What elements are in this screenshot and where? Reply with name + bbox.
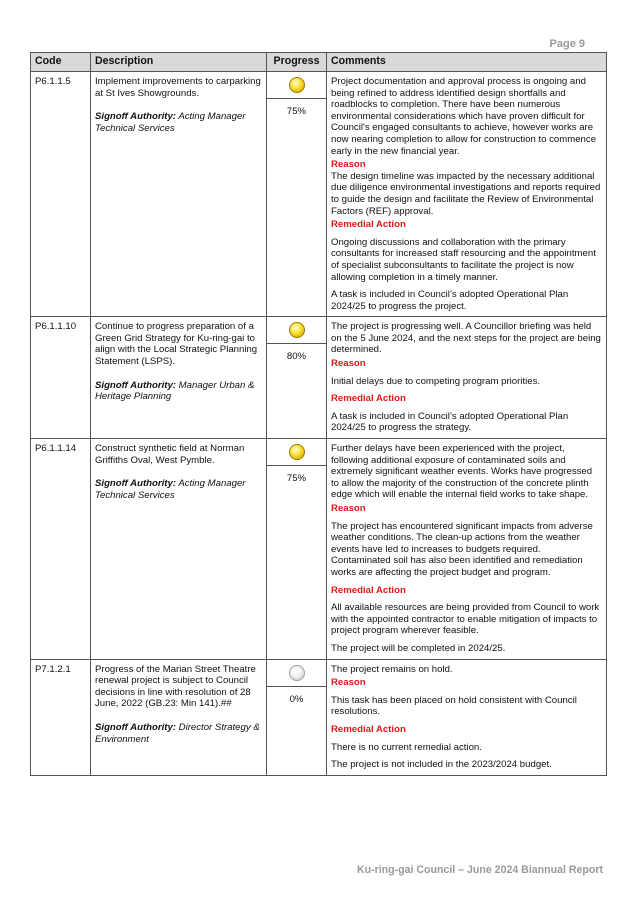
signoff-value: Manager Urban & Heritage Planning [95, 379, 255, 403]
reason-text: This task has been placed on hold consistent with Council resolutions. [331, 694, 577, 718]
status-yellow-icon [289, 444, 305, 460]
signoff-value: Director Strategy & Environment [95, 721, 260, 745]
row-progress-cell [267, 659, 327, 775]
row-description-cell [91, 439, 267, 660]
signoff-authority [95, 478, 262, 501]
row-description: Progress of the Marian Street Theatre renewal project is subject to Council decisions in line with resolution of 28 June, 2022 (GB.23: Min 141).## [95, 663, 256, 710]
row-comments [327, 659, 607, 775]
remedial-heading: Remedial Action [331, 393, 406, 405]
reason-heading: Reason [331, 503, 366, 514]
note-text: A task is included in Council’s adopted Operational Plan 2024/25 to progress the project. [331, 289, 569, 312]
signoff-label: Signoff Authority: [95, 111, 176, 123]
row-progress-cell [267, 317, 327, 439]
table-row [31, 659, 607, 775]
table-row [31, 439, 607, 660]
note-text: The project is not included in the 2023/2024 budget. [331, 759, 552, 771]
header-progress: Progress [267, 53, 327, 72]
row-description: Continue to progress preparation of a Green Grid Strategy for Ku-ring-gai to align with the Local Strategic Planning Statement (LSPS). [95, 321, 258, 368]
row-description: Implement improvements to carparking at St Ives Showgrounds. [95, 76, 261, 99]
page-number: Page 9 [549, 38, 585, 50]
progress-percent: 80% [286, 351, 307, 363]
row-comments [327, 72, 607, 317]
row-progress-cell [267, 72, 327, 317]
note-text: The project will be completed in 2024/25. [331, 642, 506, 654]
signoff-label: Signoff Authority: [95, 379, 176, 391]
signoff-authority [95, 722, 262, 745]
header-comments: Comments [327, 53, 607, 72]
header-description: Description [91, 53, 267, 72]
status-yellow-icon [289, 322, 305, 338]
comment-text: Project documentation and approval process is ongoing and being refined to address identified design shortfalls and roadblocks to completion. There have been numerous environmental considerations which have proven difficult for Council's engaged consultants to achieve, however works are now nearing completion to allow for construction to commence early in the new financial year. [331, 76, 597, 157]
remedial-text: Ongoing discussions and collaboration with the primary consultants for increased staff resourcing and the appointment of specialist subconsultants to facilitate the project is now allowing completion in a timely manner. [331, 236, 596, 283]
row-comments [327, 439, 607, 660]
status-indicator-wrap [267, 660, 326, 687]
reason-text: The design timeline was impacted by the necessary additional due diligence environmental investigations and reports required to guide the design and facilitate the Review of Environmental Factors (REF) approval. [331, 170, 601, 217]
row-code: P7.1.2.1 [31, 659, 91, 775]
row-description: Construct synthetic field at Norman Griffiths Oval, West Pymble. [95, 443, 245, 466]
signoff-value: Acting Manager Technical Services [95, 111, 246, 134]
comment-text: Further delays have been experienced with the project, following additional exposure of contaminated soils and extremely significant weather events. Works have progressed to allow the majority of the construction of the concrete plinth edge which will enable the internal field works to take shape. [331, 443, 593, 501]
signoff-authority [95, 380, 262, 403]
reason-text: The project has encountered significant impacts from adverse weather conditions. The clean-up actions from the weather events have led to increases to budgets required. Contaminated soil has also been identified and remediation works are affecting the project budget and program. [331, 520, 593, 578]
status-indicator-wrap [267, 72, 326, 99]
row-comments [327, 317, 607, 439]
progress-percent: 0% [289, 693, 304, 705]
table-row [31, 72, 607, 317]
signoff-label: Signoff Authority: [95, 721, 176, 733]
signoff-label: Signoff Authority: [95, 478, 176, 490]
header-code: Code [31, 53, 91, 72]
status-grey-icon [289, 665, 305, 681]
remedial-text: A task is included in Council’s adopted Operational Plan 2024/25 to progress the strategy. [331, 410, 569, 434]
progress-table [30, 52, 607, 776]
comment-text: The project is progressing well. A Councillor briefing was held on the 5 June 2024, and the next steps for the project are being determined. [331, 321, 601, 356]
row-description-cell [91, 72, 267, 317]
status-indicator-wrap [267, 439, 326, 466]
row-progress-cell [267, 439, 327, 660]
table-header-row [31, 53, 607, 72]
row-description-cell [91, 317, 267, 439]
remedial-heading: Remedial Action [331, 219, 406, 231]
reason-text: Initial delays due to competing program priorities. [331, 375, 541, 387]
progress-percent: 75% [286, 473, 307, 485]
signoff-authority [95, 111, 262, 134]
remedial-heading: Remedial Action [331, 584, 406, 596]
row-description-cell [91, 659, 267, 775]
progress-percent: 75% [286, 106, 307, 117]
comment-text: The project remains on hold. [331, 663, 453, 675]
status-yellow-icon [289, 77, 305, 93]
row-code: P6.1.1.10 [31, 317, 91, 439]
reason-heading: Reason [331, 677, 366, 689]
remedial-heading: Remedial Action [331, 723, 406, 735]
row-code: P6.1.1.5 [31, 72, 91, 317]
remedial-text: There is no current remedial action. [331, 741, 482, 753]
remedial-text: All available resources are being provided from Council to work with the appointed contractor to enable mitigation of impacts to project program wherever feasible. [331, 602, 600, 637]
row-code: P6.1.1.14 [31, 439, 91, 660]
table-row [31, 317, 607, 439]
report-footer: Ku-ring-gai Council – June 2024 Biannual Report [356, 864, 603, 876]
signoff-value: Acting Manager Technical Services [95, 478, 246, 501]
status-indicator-wrap [267, 317, 326, 344]
reason-heading: Reason [331, 159, 366, 171]
reason-heading: Reason [331, 358, 366, 370]
